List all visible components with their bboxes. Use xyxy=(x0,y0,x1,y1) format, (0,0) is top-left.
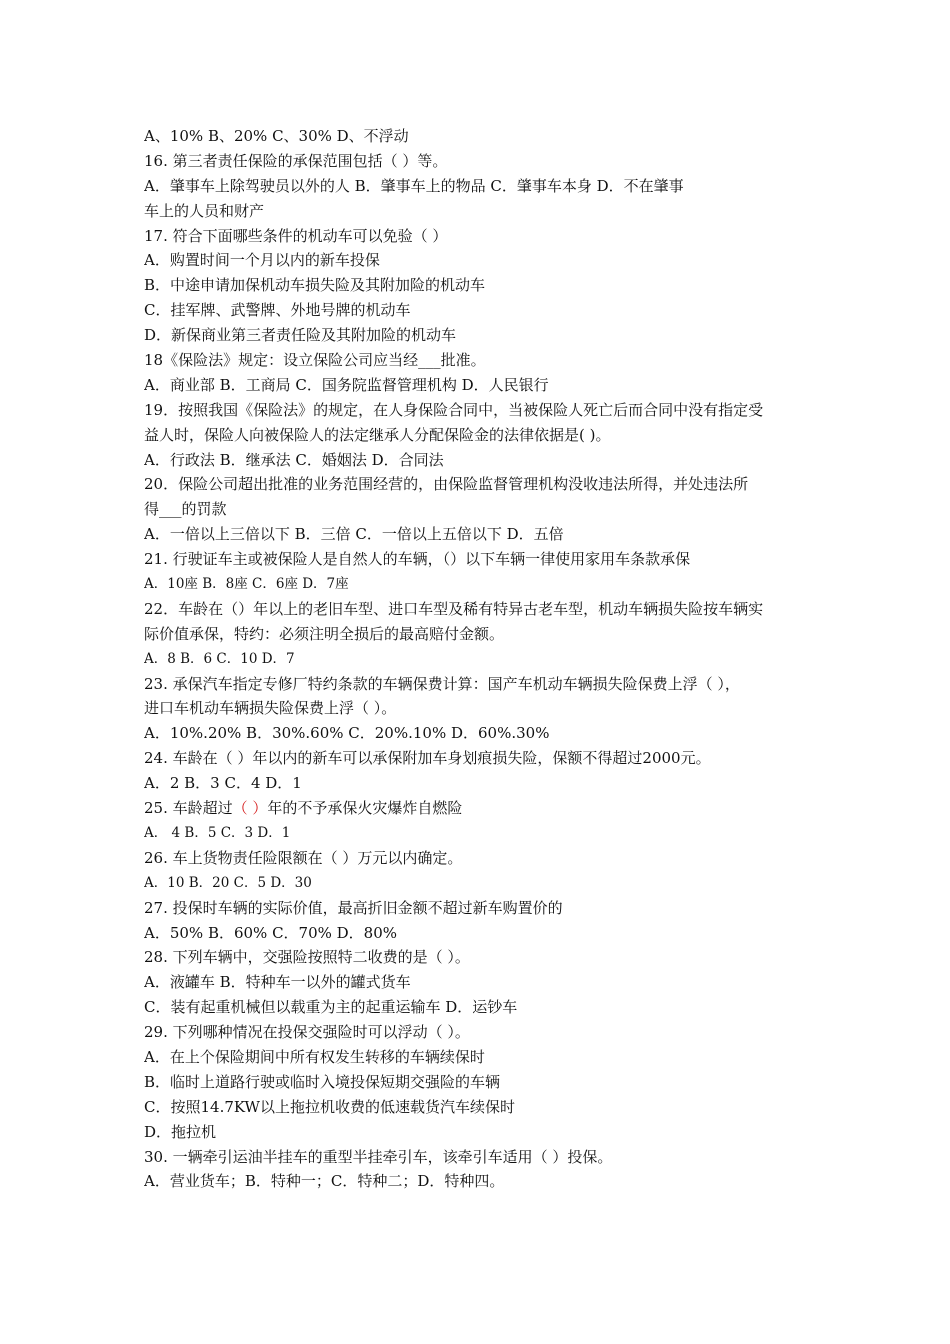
q19-options: A．行政法 B．继承法 C．婚姻法 D．合同法 xyxy=(144,450,444,469)
q21-options: A．10座 B．8座 C．6座 D．7座 xyxy=(144,576,349,593)
q22-options: A．8 B．6 C．10 D．7 xyxy=(144,650,295,667)
q17-option-a: A．购置时间一个月以内的新车投保 xyxy=(144,251,380,270)
q29-option-c: C．按照14.7KW以上拖拉机收费的低速载货汽车续保时 xyxy=(144,1097,515,1116)
document-page xyxy=(144,124,814,1194)
q27-question: 27. 投保时车辆的实际价值，最高折旧金额不超过新车购置价的 xyxy=(144,898,563,917)
q24-options: A．2 B．3 C．4 D．1 xyxy=(144,774,302,793)
q21-question: 21. 行驶证车主或被保险人是自然人的车辆，（）以下车辆一律使用家用车条款承保 xyxy=(144,550,691,569)
q27-options: A．50% B．60% C．70% D．80% xyxy=(144,923,398,942)
q17-question: 17. 符合下面哪些条件的机动车可以免验（ ） xyxy=(144,226,448,245)
q29-option-b: B．临时上道路行驶或临时入境投保短期交强险的车辆 xyxy=(144,1072,501,1091)
q16-options: A．肇事车上除驾驶员以外的人 B．肇事车上的物品 C．肇事车本身 D．不在肇事 xyxy=(144,176,684,195)
q26-options: A．10 B．20 C．5 D．30 xyxy=(144,874,312,891)
q30-question: 30. 一辆牵引运油半挂车的重型半挂牵引车，该牵引车适用（ ）投保。 xyxy=(144,1147,613,1166)
q23-question-continued: 进口车机动车辆损失险保费上浮（ ）。 xyxy=(144,699,397,718)
q18-options: A．商业部 B．工商局 C．国务院监督管理机构 D．人民银行 xyxy=(144,375,549,394)
q28-options-cd: C．装有起重机械但以载重为主的起重运输车 D．运钞车 xyxy=(144,998,518,1017)
q16-options-continued: 车上的人员和财产 xyxy=(144,201,265,220)
q20-question-continued: 得___的罚款 xyxy=(144,500,227,519)
q19-question: 19．按照我国《保险法》的规定，在人身保险合同中，当被保险人死亡后而合同中没有指定受 xyxy=(144,400,764,419)
q25-question-start: 25. 车龄超过 xyxy=(144,799,233,818)
q29-question: 29. 下列哪种情况在投保交强险时可以浮动（ ）。 xyxy=(144,1023,470,1042)
q26-question: 26. 车上货物责任险限额在（ ）万元以内确定。 xyxy=(144,848,463,867)
q23-question: 23. 承保汽车指定专修厂特约条款的车辆保费计算：国产车机动车辆损失险保费上浮（ ）， xyxy=(144,674,740,693)
q29-option-d: D．拖拉机 xyxy=(144,1122,217,1141)
q18-question: 18《保险法》规定：设立保险公司应当经___批准。 xyxy=(144,351,486,370)
q15-options: A、10% B、20% C、30% D、不浮动 xyxy=(144,127,409,145)
q17-option-b: B．中途申请加保机动车损失险及其附加险的机动车 xyxy=(144,276,486,295)
q28-options-ab: A．液罐车 B．特种车一以外的罐式货车 xyxy=(144,973,411,992)
q25-question xyxy=(144,796,814,821)
q25-options: A． 4 B．5 C．3 D．1 xyxy=(144,824,291,841)
q24-question: 24. 车龄在（ ）年以内的新车可以承保附加车身划痕损失险，保额不得超过2000元。 xyxy=(144,749,711,768)
q20-options: A．一倍以上三倍以下 B．三倍 C．一倍以上五倍以下 D．五倍 xyxy=(144,525,564,544)
q20-question: 20．保险公司超出批准的业务范围经营的，由保险监督管理机构没收违法所得，并处违法所 xyxy=(144,475,749,494)
q22-question: 22．车龄在（）年以上的老旧车型、进口车型及稀有特异古老车型，机动车辆损失险按车辆实 xyxy=(144,599,764,618)
q25-question-end: 年的不予承保火灾爆炸自燃险 xyxy=(267,799,463,818)
q22-question-continued: 际价值承保，特约：必须注明全损后的最高赔付金额。 xyxy=(144,624,505,643)
q29-option-a: A．在上个保险期间中所有权发生转移的车辆续保时 xyxy=(144,1047,485,1066)
q28-question: 28. 下列车辆中，交强险按照特二收费的是（ ）。 xyxy=(144,948,470,967)
q23-options: A．10%.20% B．30%.60% C．20%.10% D．60%.30% xyxy=(144,724,550,743)
q25-answer-blank: （ ） xyxy=(232,799,268,818)
q30-options: A．营业货车；B．特种一；C．特种二；D．特种四。 xyxy=(144,1172,505,1191)
q16-question: 16. 第三者责任保险的承保范围包括（ ）等。 xyxy=(144,151,448,170)
q19-question-continued: 益人时，保险人向被保险人的法定继承人分配保险金的法律依据是( )。 xyxy=(144,425,611,444)
q17-option-c: C．挂军牌、武警牌、外地号牌的机动车 xyxy=(144,301,411,320)
q17-option-d: D．新保商业第三者责任险及其附加险的机动车 xyxy=(144,326,457,345)
